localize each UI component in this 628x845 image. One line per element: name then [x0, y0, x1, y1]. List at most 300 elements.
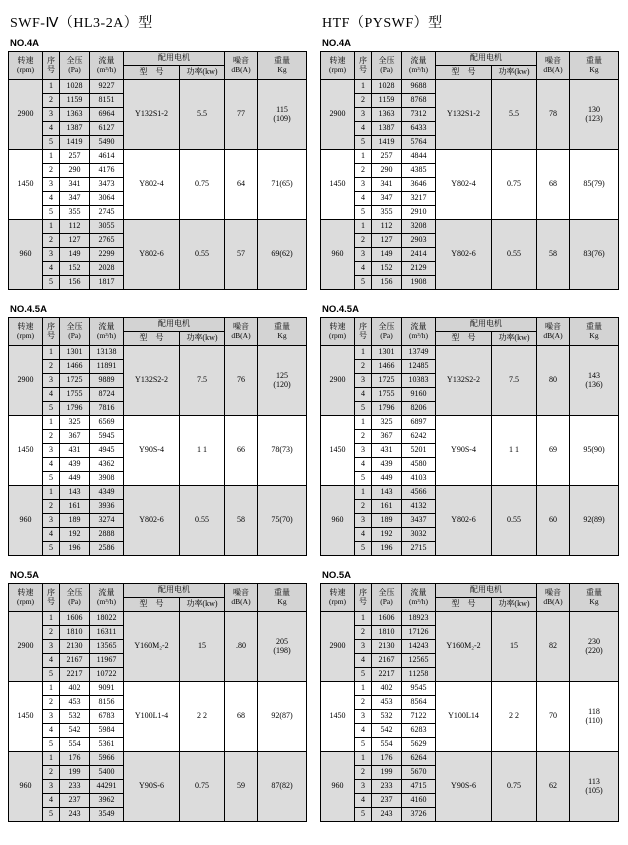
cell-no: 5	[355, 136, 372, 150]
cell-no: 3	[43, 108, 60, 122]
cell-no: 3	[355, 640, 372, 654]
table-header-row	[321, 52, 619, 66]
header-pressure: 全压 (Pa)	[372, 584, 402, 612]
header-pressure: 全压 (Pa)	[60, 318, 90, 346]
cell-motor-power: 15	[180, 612, 225, 682]
cell-pressure: 1810	[372, 626, 402, 640]
cell-pressure: 355	[60, 206, 90, 220]
cell-pressure: 554	[372, 738, 402, 752]
cell-flow: 6897	[402, 416, 436, 430]
cell-pressure: 290	[372, 164, 402, 178]
cell-pressure: 453	[372, 696, 402, 710]
cell-flow: 4176	[90, 164, 124, 178]
cell-flow: 6127	[90, 122, 124, 136]
cell-motor-power: 0.55	[180, 220, 225, 290]
cell-no: 1	[43, 612, 60, 626]
cell-pressure: 143	[60, 486, 90, 500]
cell-pressure: 290	[60, 164, 90, 178]
cell-no: 4	[43, 654, 60, 668]
cell-flow: 5201	[402, 444, 436, 458]
cell-flow: 4160	[402, 794, 436, 808]
cell-no: 5	[43, 402, 60, 416]
cell-pressure: 127	[372, 234, 402, 248]
cell-no: 2	[355, 766, 372, 780]
cell-pressure: 161	[60, 500, 90, 514]
cell-no: 3	[355, 710, 372, 724]
header-noise: 噪音 dB(A)	[225, 584, 258, 612]
header-motor-power: 功率(kw)	[180, 332, 225, 346]
cell-pressure: 199	[372, 766, 402, 780]
cell-motor-model: Y100L1-4	[124, 682, 180, 752]
table-header-row	[9, 318, 307, 332]
cell-flow: 5984	[90, 724, 124, 738]
cell-flow: 6783	[90, 710, 124, 724]
cell-no: 2	[355, 696, 372, 710]
cell-pressure: 367	[372, 430, 402, 444]
cell-flow: 10383	[402, 374, 436, 388]
header-no: 序 号	[43, 584, 60, 612]
cell-motor-power: 5.5	[492, 80, 537, 150]
cell-pressure: 439	[372, 458, 402, 472]
cell-no: 3	[43, 374, 60, 388]
cell-flow: 7122	[402, 710, 436, 724]
cell-no: 4	[43, 794, 60, 808]
cell-no: 2	[43, 500, 60, 514]
table-row	[321, 220, 619, 234]
cell-no: 3	[355, 178, 372, 192]
left-series-title: SWF-Ⅳ（HL3-2A）型	[10, 16, 153, 31]
header-flow: 流量 (m³/h)	[90, 584, 124, 612]
cell-pressure: 542	[372, 724, 402, 738]
cell-flow: 18022	[90, 612, 124, 626]
cell-pressure: 1028	[372, 80, 402, 94]
table-row	[9, 346, 307, 360]
cell-noise: 80	[537, 346, 570, 416]
cell-motor-power: 2 2	[492, 682, 537, 752]
cell-flow: 9227	[90, 80, 124, 94]
cell-flow: 14243	[402, 640, 436, 654]
cell-pressure: 449	[60, 472, 90, 486]
cell-flow: 1817	[90, 276, 124, 290]
cell-motor-model: Y132S2-2	[436, 346, 492, 416]
cell-flow: 6433	[402, 122, 436, 136]
cell-pressure: 2217	[60, 668, 90, 682]
cell-pressure: 1301	[60, 346, 90, 360]
table-header-row	[9, 52, 307, 66]
cell-pressure: 2130	[372, 640, 402, 654]
cell-no: 5	[355, 738, 372, 752]
cell-flow: 4103	[402, 472, 436, 486]
cell-flow: 3217	[402, 192, 436, 206]
cell-no: 5	[43, 738, 60, 752]
cell-motor-power: 0.55	[492, 220, 537, 290]
header-motor: 配用电机	[436, 584, 537, 598]
cell-no: 2	[43, 360, 60, 374]
table-row	[321, 752, 619, 766]
header-motor-model: 型 号	[436, 66, 492, 80]
cell-pressure: 189	[60, 514, 90, 528]
cell-weight: 87(82)	[258, 752, 307, 822]
cell-noise: 66	[225, 416, 258, 486]
cell-weight: 92(89)	[570, 486, 619, 556]
cell-pressure: 1387	[60, 122, 90, 136]
cell-flow: 2765	[90, 234, 124, 248]
cell-noise: 60	[537, 486, 570, 556]
cell-weight: 130 (123)	[570, 80, 619, 150]
cell-pressure: 156	[372, 276, 402, 290]
cell-pressure: 1755	[60, 388, 90, 402]
cell-flow: 4844	[402, 150, 436, 164]
cell-no: 5	[355, 402, 372, 416]
cell-pressure: 1159	[372, 94, 402, 108]
cell-flow: 11891	[90, 360, 124, 374]
cell-no: 2	[355, 626, 372, 640]
cell-rpm: 2900	[321, 612, 355, 682]
cell-motor-model: Y802-6	[124, 220, 180, 290]
header-motor-power: 功率(kw)	[492, 598, 537, 612]
cell-no: 3	[43, 640, 60, 654]
header-flow: 流量 (m³/h)	[90, 318, 124, 346]
cell-flow: 4566	[402, 486, 436, 500]
cell-motor-model: Y90S-6	[124, 752, 180, 822]
cell-no: 5	[355, 668, 372, 682]
table-row	[9, 752, 307, 766]
cell-flow: 3646	[402, 178, 436, 192]
header-weight: 重量 Kg	[570, 52, 619, 80]
cell-no: 1	[43, 486, 60, 500]
cell-motor-model: Y802-6	[436, 486, 492, 556]
cell-motor-power: 1 1	[180, 416, 225, 486]
header-weight: 重量 Kg	[258, 52, 307, 80]
cell-no: 1	[355, 150, 372, 164]
header-motor: 配用电机	[124, 318, 225, 332]
cell-flow: 3726	[402, 808, 436, 822]
cell-no: 2	[355, 94, 372, 108]
header-rpm: 转速 (rpm)	[9, 318, 43, 346]
header-flow: 流量 (m³/h)	[90, 52, 124, 80]
header-rpm: 转速 (rpm)	[321, 52, 355, 80]
cell-noise: 82	[537, 612, 570, 682]
cell-no: 4	[355, 192, 372, 206]
cell-flow: 2745	[90, 206, 124, 220]
cell-no: 4	[355, 458, 372, 472]
model-label: NO.4.5A	[10, 304, 47, 315]
spec-table	[8, 317, 307, 556]
cell-no: 4	[355, 794, 372, 808]
cell-no: 3	[355, 444, 372, 458]
section-no-4a	[8, 38, 306, 290]
cell-flow: 11258	[402, 668, 436, 682]
cell-pressure: 196	[60, 542, 90, 556]
cell-no: 1	[43, 346, 60, 360]
cell-flow: 8206	[402, 402, 436, 416]
cell-pressure: 347	[60, 192, 90, 206]
cell-flow: 4614	[90, 150, 124, 164]
table-row	[321, 80, 619, 94]
cell-flow: 9688	[402, 80, 436, 94]
cell-motor-model: Y90S-4	[436, 416, 492, 486]
cell-pressure: 1755	[372, 388, 402, 402]
cell-no: 1	[43, 220, 60, 234]
cell-rpm: 1450	[321, 416, 355, 486]
cell-motor-power: 0.75	[180, 752, 225, 822]
cell-flow: 3437	[402, 514, 436, 528]
section-no-5a-right	[320, 570, 618, 822]
cell-no: 2	[43, 696, 60, 710]
cell-flow: 2586	[90, 542, 124, 556]
cell-flow: 8768	[402, 94, 436, 108]
cell-rpm: 2900	[321, 346, 355, 416]
cell-pressure: 1419	[372, 136, 402, 150]
cell-motor-power: 2 2	[180, 682, 225, 752]
cell-noise: 58	[225, 486, 258, 556]
header-pressure: 全压 (Pa)	[372, 52, 402, 80]
cell-flow: 18923	[402, 612, 436, 626]
cell-noise: 69	[537, 416, 570, 486]
cell-no: 3	[355, 108, 372, 122]
header-no: 序 号	[355, 318, 372, 346]
cell-pressure: 112	[372, 220, 402, 234]
table-row	[9, 486, 307, 500]
cell-pressure: 341	[60, 178, 90, 192]
header-weight: 重量 Kg	[258, 584, 307, 612]
table-row	[9, 416, 307, 430]
cell-flow: 5490	[90, 136, 124, 150]
cell-weight: 118 (110)	[570, 682, 619, 752]
cell-pressure: 1725	[60, 374, 90, 388]
table-row	[9, 612, 307, 626]
header-flow: 流量 (m³/h)	[402, 318, 436, 346]
cell-flow: 9091	[90, 682, 124, 696]
cell-weight: 78(73)	[258, 416, 307, 486]
cell-motor-power: 0.75	[492, 752, 537, 822]
cell-pressure: 1419	[60, 136, 90, 150]
cell-no: 5	[43, 472, 60, 486]
cell-no: 5	[355, 808, 372, 822]
cell-flow: 3055	[90, 220, 124, 234]
header-noise: 噪音 dB(A)	[537, 52, 570, 80]
cell-no: 2	[355, 234, 372, 248]
cell-pressure: 402	[372, 682, 402, 696]
cell-flow: 11967	[90, 654, 124, 668]
cell-weight: 95(90)	[570, 416, 619, 486]
cell-flow: 4362	[90, 458, 124, 472]
cell-no: 4	[355, 388, 372, 402]
table-header-row	[9, 584, 307, 598]
cell-flow: 3549	[90, 808, 124, 822]
cell-pressure: 532	[60, 710, 90, 724]
cell-pressure: 453	[60, 696, 90, 710]
cell-flow: 16311	[90, 626, 124, 640]
cell-no: 4	[355, 262, 372, 276]
cell-noise: 78	[537, 80, 570, 150]
cell-flow: 5764	[402, 136, 436, 150]
cell-motor-model: Y160M₂-2	[124, 612, 180, 682]
cell-flow: 1908	[402, 276, 436, 290]
cell-flow: 17126	[402, 626, 436, 640]
section-no-5a	[8, 570, 306, 822]
cell-pressure: 176	[372, 752, 402, 766]
cell-pressure: 1810	[60, 626, 90, 640]
header-noise: 噪音 dB(A)	[537, 318, 570, 346]
section-no-4-5a-right	[320, 304, 618, 556]
spec-table	[320, 583, 619, 822]
cell-flow: 8724	[90, 388, 124, 402]
cell-weight: 230 (220)	[570, 612, 619, 682]
cell-no: 4	[355, 654, 372, 668]
cell-pressure: 237	[372, 794, 402, 808]
cell-pressure: 341	[372, 178, 402, 192]
cell-no: 3	[43, 780, 60, 794]
cell-motor-power: 7.5	[492, 346, 537, 416]
cell-no: 3	[355, 248, 372, 262]
cell-pressure: 161	[372, 500, 402, 514]
cell-pressure: 196	[372, 542, 402, 556]
cell-no: 1	[355, 612, 372, 626]
cell-motor-power: 7.5	[180, 346, 225, 416]
cell-flow: 4385	[402, 164, 436, 178]
cell-flow: 5945	[90, 430, 124, 444]
cell-pressure: 152	[60, 262, 90, 276]
cell-no: 4	[43, 724, 60, 738]
cell-weight: 92(87)	[258, 682, 307, 752]
cell-flow: 3962	[90, 794, 124, 808]
cell-rpm: 960	[9, 486, 43, 556]
cell-no: 3	[355, 514, 372, 528]
header-pressure: 全压 (Pa)	[60, 584, 90, 612]
cell-no: 4	[43, 122, 60, 136]
cell-no: 4	[43, 528, 60, 542]
header-motor-power: 功率(kw)	[180, 66, 225, 80]
cell-noise: 59	[225, 752, 258, 822]
model-label: NO.4A	[322, 38, 352, 49]
cell-pressure: 1363	[372, 108, 402, 122]
cell-pressure: 1606	[60, 612, 90, 626]
cell-pressure: 112	[60, 220, 90, 234]
cell-no: 5	[355, 472, 372, 486]
header-no: 序 号	[43, 52, 60, 80]
cell-flow: 2414	[402, 248, 436, 262]
cell-no: 5	[43, 276, 60, 290]
cell-motor-model: Y802-6	[124, 486, 180, 556]
cell-flow: 7816	[90, 402, 124, 416]
cell-no: 1	[43, 752, 60, 766]
cell-weight: 143 (136)	[570, 346, 619, 416]
cell-pressure: 325	[60, 416, 90, 430]
header-motor: 配用电机	[436, 52, 537, 66]
cell-pressure: 127	[60, 234, 90, 248]
header-weight: 重量 Kg	[570, 584, 619, 612]
cell-pressure: 199	[60, 766, 90, 780]
cell-no: 2	[43, 234, 60, 248]
cell-weight: 115 (109)	[258, 80, 307, 150]
cell-rpm: 1450	[321, 150, 355, 220]
cell-no: 2	[355, 430, 372, 444]
table-row	[321, 416, 619, 430]
model-label: NO.5A	[322, 570, 352, 581]
cell-no: 5	[355, 206, 372, 220]
cell-motor-power: 5.5	[180, 80, 225, 150]
cell-pressure: 243	[372, 808, 402, 822]
cell-noise: 68	[225, 682, 258, 752]
cell-motor-model: Y160M₂-2	[436, 612, 492, 682]
cell-flow: 8156	[90, 696, 124, 710]
cell-weight: 75(70)	[258, 486, 307, 556]
cell-pressure: 176	[60, 752, 90, 766]
header-flow: 流量 (m³/h)	[402, 584, 436, 612]
table-row	[321, 150, 619, 164]
spec-table	[8, 583, 307, 822]
cell-motor-model: Y132S1-2	[436, 80, 492, 150]
cell-rpm: 960	[9, 752, 43, 822]
cell-pressure: 402	[60, 682, 90, 696]
cell-motor-model: Y100L14	[436, 682, 492, 752]
header-noise: 噪音 dB(A)	[225, 318, 258, 346]
cell-pressure: 1466	[60, 360, 90, 374]
spec-table	[8, 51, 307, 290]
cell-weight: 113 (105)	[570, 752, 619, 822]
spec-table	[320, 51, 619, 290]
cell-flow: 5966	[90, 752, 124, 766]
cell-motor-model: Y90S-6	[436, 752, 492, 822]
cell-pressure: 355	[372, 206, 402, 220]
cell-flow: 2903	[402, 234, 436, 248]
cell-flow: 6964	[90, 108, 124, 122]
cell-pressure: 192	[372, 528, 402, 542]
table-header-row	[321, 318, 619, 332]
cell-noise: 77	[225, 80, 258, 150]
cell-no: 5	[355, 542, 372, 556]
cell-no: 4	[355, 122, 372, 136]
cell-flow: 2910	[402, 206, 436, 220]
cell-pressure: 1301	[372, 346, 402, 360]
cell-flow: 4945	[90, 444, 124, 458]
cell-noise: 62	[537, 752, 570, 822]
cell-no: 3	[43, 444, 60, 458]
cell-flow: 4132	[402, 500, 436, 514]
header-motor-model: 型 号	[124, 66, 180, 80]
header-motor-model: 型 号	[124, 598, 180, 612]
cell-rpm: 2900	[9, 80, 43, 150]
header-pressure: 全压 (Pa)	[60, 52, 90, 80]
table-row	[321, 486, 619, 500]
cell-motor-model: Y132S1-2	[124, 80, 180, 150]
cell-pressure: 2217	[372, 668, 402, 682]
cell-no: 1	[43, 416, 60, 430]
spec-table	[320, 317, 619, 556]
cell-no: 1	[355, 220, 372, 234]
cell-no: 4	[355, 528, 372, 542]
cell-flow: 6569	[90, 416, 124, 430]
cell-no: 3	[355, 374, 372, 388]
cell-noise: 68	[537, 150, 570, 220]
cell-flow: 2129	[402, 262, 436, 276]
cell-pressure: 1159	[60, 94, 90, 108]
cell-flow: 3032	[402, 528, 436, 542]
cell-no: 1	[43, 80, 60, 94]
header-no: 序 号	[355, 584, 372, 612]
cell-flow: 6283	[402, 724, 436, 738]
right-series-title: HTF（PYSWF）型	[322, 16, 443, 31]
cell-no: 2	[43, 164, 60, 178]
cell-no: 1	[355, 416, 372, 430]
cell-flow: 9160	[402, 388, 436, 402]
cell-flow: 9545	[402, 682, 436, 696]
cell-rpm: 960	[321, 752, 355, 822]
table-row	[321, 346, 619, 360]
table-header-row	[321, 584, 619, 598]
header-rpm: 转速 (rpm)	[321, 584, 355, 612]
